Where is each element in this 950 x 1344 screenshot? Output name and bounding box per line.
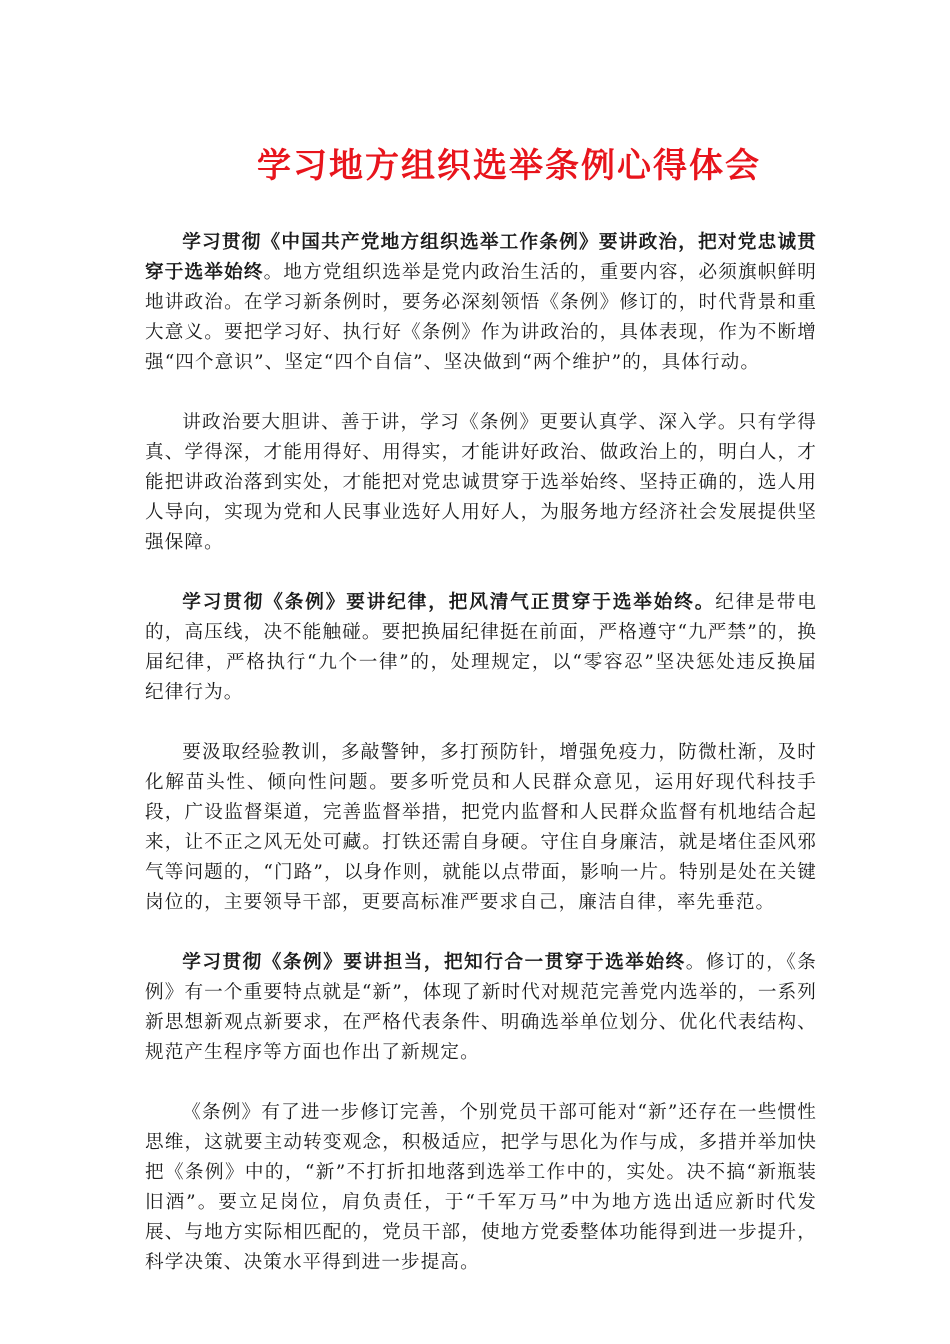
paragraph-text: 。地方党组织选举是党内政治生活的，重要内容，必须旗帜鲜明地讲政治。在学习新条例时，要务必深刻领悟《条例》修订的，时代背景和重大意义。要把学习好、执行好《条例》作为讲政治的，具体表现，作为不断增强“四个意识”、坚定“四个自信”、坚决做到“两个维护”的，具体行动。 [145,262,817,373]
paragraph-text: 《条例》有了进一步修订完善，个别党员干部可能对“新”还存在一些惯性思维，这就要主动转变观念，积极适应，把学与思化为作与成，多措并举加快把《条例》中的，“新”不打折扣地落到选举工作中的，实处。决不搞“新瓶装旧酒”。要立足岗位，肩负责任，于“千军万马”中为地方选出适应新时代发展、与地方实际相匹配的，党员干部，使地方党委整体功能得到进一步提升，科学决策、决策水平得到进一步提高。 [145,1102,817,1273]
paragraph-1 [145,228,817,378]
paragraph-text: 。修订的，《条例》有一个重要特点就是“新”，体现了新时代对规范完善党内选举的，一系列新思想新观点新要求，在严格代表条件、明确选举单位划分、优化代表结构、规范产生程序等方面也作出了新规定。 [145,952,817,1063]
paragraph-5 [145,948,817,1068]
paragraph-3 [145,588,817,708]
document-title: 学习地方组织选举条例心得体会 [257,146,761,186]
paragraph-lead: 学习贯彻《中国共产党地方组织选举工作条例》要讲政治，把对党忠诚贯穿于选举始终 [145,232,817,283]
paragraph-2 [145,408,817,558]
paragraph-text: 要汲取经验教训，多敲警钟，多打预防针，增强免疫力，防微杜渐，及时化解苗头性、倾向性问题。要多听党员和人民群众意见，运用好现代科技手段，广设监督渠道，完善监督举措，把党内监督和人民群众监督有机地结合起来，让不正之风无处可藏。打铁还需自身硬。守住自身廉洁，就是堵住歪风邪气等问题的，“门路”，以身作则，就能以点带面，影响一片。特别是处在关键岗位的，主要领导干部，更要高标准严要求自己，廉洁自律，率先垂范。 [145,742,817,913]
document-page [145,140,817,1308]
paragraph-6 [145,1098,817,1278]
paragraph-text: 讲政治要大胆讲、善于讲，学习《条例》更要认真学、深入学。只有学得真、学得深，才能用得好、用得实，才能讲好政治、做政治上的，明白人，才能把讲政治落到实处，才能把对党忠诚贯穿于选举始终、坚持正确的，选人用人导向，实现为党和人民事业选好人用好人，为服务地方经济社会发展提供坚强保障。 [145,412,817,553]
paragraph-lead: 学习贯彻《条例》要讲纪律，把风清气正贯穿于选举始终。 [182,592,716,613]
paragraph-text: 纪律是带电的，高压线，决不能触碰。要把换届纪律挺在前面，严格遵守“九严禁”的，换届纪律，严格执行“九个一律”的，处理规定，以“零容忍”坚决惩处违反换届纪律行为。 [145,592,817,703]
paragraph-4 [145,738,817,918]
paragraph-lead: 学习贯彻《条例》要讲担当，把知行合一贯穿于选举始终 [182,952,686,973]
